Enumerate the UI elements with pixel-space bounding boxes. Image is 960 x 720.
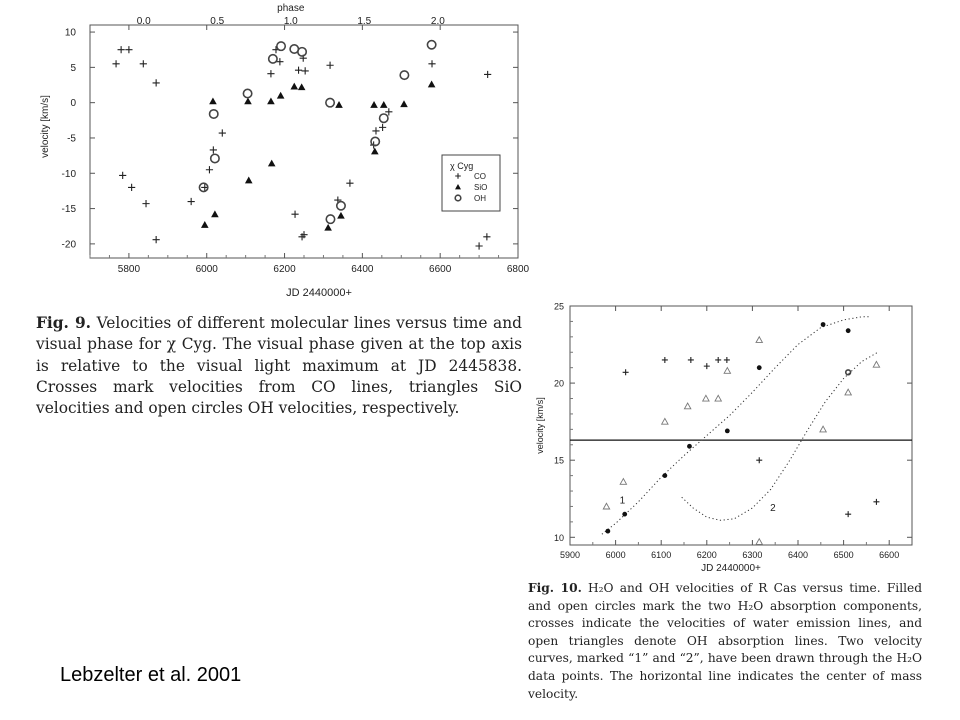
data-point (475, 242, 482, 249)
plot-frame (570, 306, 912, 545)
data-point (188, 198, 195, 205)
data-point (704, 363, 710, 369)
data-point (756, 539, 762, 545)
y-tick-label: 10 (553, 532, 564, 543)
velocity-curve-2 (682, 352, 878, 520)
phase-tick-label: 1.0 (283, 16, 298, 27)
x-tick-label: 5900 (559, 550, 581, 560)
citation-credit: Lebzelter et al. 2001 (60, 664, 242, 686)
figure-9-caption (36, 313, 522, 419)
data-point (821, 322, 826, 327)
data-point (757, 365, 762, 370)
phase-tick-label: 0.0 (136, 16, 151, 27)
data-point (756, 457, 762, 463)
data-point (873, 499, 879, 505)
data-point (484, 71, 491, 78)
x-tick-label: 6400 (787, 550, 809, 560)
data-point (298, 83, 306, 90)
y-tick-label: -5 (67, 133, 76, 145)
curve-label-2: 2 (770, 503, 776, 515)
x-tick-label: 6400 (351, 264, 374, 275)
y-tick-label: -20 (61, 239, 76, 251)
top-axis-label: phase (277, 3, 305, 14)
data-point (335, 101, 343, 108)
figure-10-caption-label: Fig. 10. (528, 581, 582, 595)
data-point (201, 221, 209, 228)
y-tick-label: -15 (61, 204, 76, 216)
data-point (326, 62, 333, 69)
data-point (605, 529, 610, 534)
legend-label: OH (474, 194, 486, 203)
data-point (845, 511, 851, 517)
data-point (142, 200, 149, 207)
data-point (153, 79, 160, 86)
x-tick-label: 6300 (742, 550, 763, 560)
data-point (846, 370, 851, 375)
data-point (337, 212, 345, 219)
data-point (845, 389, 851, 395)
x-tick-label: 6600 (879, 550, 900, 560)
series-h2o-filled (605, 322, 850, 533)
data-point (245, 177, 253, 184)
data-point (140, 60, 147, 67)
data-point (298, 48, 306, 56)
data-point (371, 148, 379, 155)
data-point (211, 210, 219, 217)
data-point (243, 89, 251, 97)
data-point (302, 67, 309, 74)
data-point (244, 97, 252, 104)
data-point (346, 180, 353, 187)
data-point (846, 328, 851, 333)
curve-label-1: 1 (619, 495, 626, 507)
data-point (603, 503, 609, 509)
data-point (703, 395, 709, 401)
data-point (326, 215, 334, 223)
figure-9-caption-label: Fig. 9. (36, 314, 92, 332)
y-tick-label: 10 (64, 27, 76, 39)
data-point (715, 395, 721, 401)
data-point (380, 101, 388, 108)
x-tick-label: 6800 (506, 264, 530, 275)
data-point (428, 60, 435, 67)
series-sio (201, 81, 435, 231)
data-point (211, 154, 219, 162)
data-point (662, 418, 668, 424)
data-point (290, 83, 298, 90)
figure-10-plot (520, 295, 940, 580)
data-point (326, 98, 334, 106)
data-point (428, 81, 436, 88)
data-point (687, 444, 692, 449)
data-point (210, 110, 218, 118)
data-point (291, 211, 298, 218)
data-point (295, 67, 302, 74)
figure-10-caption (528, 580, 922, 703)
data-point (153, 236, 160, 243)
data-point (684, 403, 690, 409)
data-point (118, 46, 125, 53)
data-point (324, 224, 332, 231)
data-point (371, 137, 379, 145)
data-point (269, 55, 277, 63)
data-point (620, 479, 626, 485)
data-point (662, 473, 667, 478)
data-point (715, 357, 721, 363)
y-tick-label: 5 (70, 62, 76, 74)
legend-title: χ Cyg (450, 161, 474, 171)
data-point (724, 368, 730, 374)
data-point (400, 71, 408, 79)
series-emission (623, 357, 880, 517)
data-point (372, 127, 379, 134)
y-tick-label: -10 (61, 168, 76, 180)
data-point (337, 202, 345, 210)
data-point (756, 337, 762, 343)
data-point (622, 512, 627, 517)
x-tick-label: 6100 (651, 550, 672, 560)
y-axis-label: velocity [km/s] (40, 95, 51, 158)
data-point (267, 70, 274, 77)
y-tick-label: 0 (70, 98, 76, 110)
x-tick-label: 6600 (429, 264, 452, 275)
series-oh (199, 41, 435, 224)
y-tick-label: 15 (553, 455, 564, 466)
phase-tick-label: 1.5 (357, 16, 372, 27)
x-axis-label: JD 2440000+ (701, 563, 761, 574)
y-tick-label: 25 (553, 301, 564, 312)
data-point (483, 233, 490, 240)
x-axis-label: JD 2440000+ (286, 287, 352, 299)
data-point (206, 166, 213, 173)
data-point (623, 369, 629, 375)
x-tick-label: 6200 (696, 550, 717, 560)
series-co (112, 46, 491, 249)
data-point (209, 97, 217, 104)
data-point (119, 172, 126, 179)
data-point (219, 129, 226, 136)
legend-label: CO (474, 172, 486, 181)
data-point (210, 146, 217, 153)
data-point (427, 41, 435, 49)
data-point (277, 92, 285, 99)
x-tick-label: 6000 (195, 264, 218, 275)
phase-tick-label: 0.5 (210, 16, 225, 27)
figure-9-caption-text: Velocities of different molecular lines versus time and visual phase for χ Cyg. The visual phase given at the top axis is relative to the visual light maximum at JD 2445838. Crosses mark velocities from CO lines, triangles SiO velocities and open circles OH velocities, respectively. (36, 314, 522, 418)
data-point (662, 357, 668, 363)
data-point (873, 361, 879, 367)
data-point (379, 124, 386, 131)
data-point (277, 42, 285, 50)
x-tick-label: 6000 (605, 550, 626, 560)
data-point (724, 357, 730, 363)
data-point (400, 100, 408, 107)
data-point (820, 426, 826, 432)
data-point (380, 114, 388, 122)
data-point (112, 60, 119, 67)
data-point (725, 428, 730, 433)
phase-tick-label: 2.0 (430, 16, 445, 27)
data-point (125, 46, 132, 53)
data-point (688, 357, 694, 363)
data-point (370, 101, 378, 108)
figure-9-plot (0, 0, 530, 310)
series-h2o-open (846, 370, 851, 375)
plot-frame (90, 25, 518, 258)
data-point (128, 184, 135, 191)
figure-10-caption-text: H₂O and OH velocities of R Cas versus time. Filled and open circles mark the two H₂O absorption components, crosses indicate the velocities of water emission lines, and open triangles denote OH absorption lines. Two velocity curves, marked “1” and “2”, have been drawn through the H₂O data points. The horizontal line indicates the center of mass velocity. (528, 581, 923, 701)
x-tick-label: 6200 (273, 264, 296, 275)
x-tick-label: 5800 (117, 264, 141, 275)
data-point (267, 97, 275, 104)
y-tick-label: 20 (553, 378, 564, 389)
legend-label: SiO (474, 183, 488, 192)
velocity-curve-1 (602, 317, 871, 534)
x-tick-label: 6500 (833, 550, 854, 560)
data-point (268, 160, 276, 167)
y-axis-label: velocity [km/s] (535, 397, 545, 454)
